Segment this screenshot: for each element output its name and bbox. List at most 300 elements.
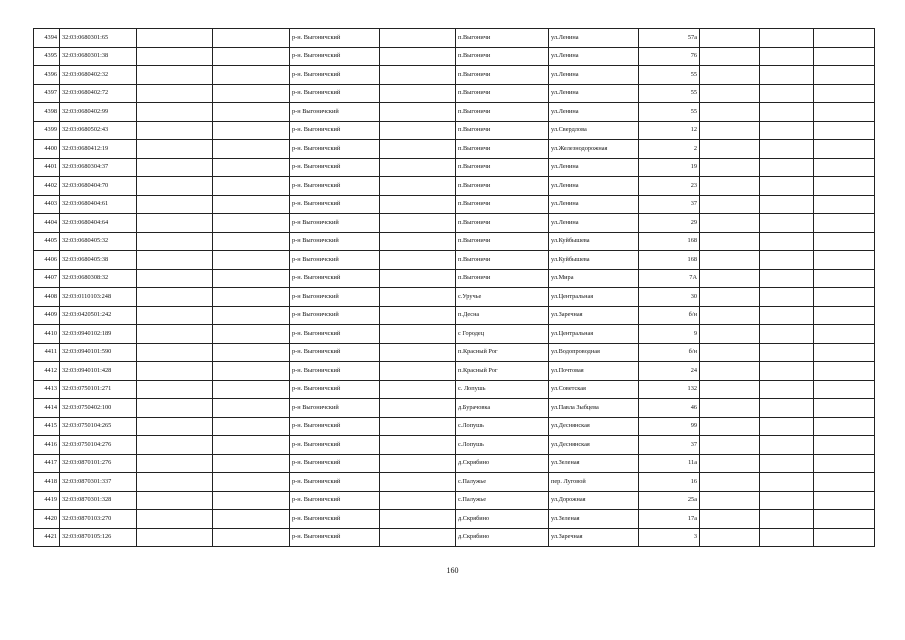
house-number-cell: 99 [639,417,700,436]
empty-cell [380,436,456,455]
street-cell: ул.Центральная [549,288,639,307]
empty-cell [213,269,290,288]
row-number-cell: 4404 [34,214,60,233]
empty-cell [213,121,290,140]
empty-cell [380,380,456,399]
empty-cell [814,510,875,529]
empty-cell [137,454,213,473]
row-number-cell: 4420 [34,510,60,529]
empty-cell [137,195,213,214]
empty-cell [814,140,875,159]
district-cell: р-н. Выгоничский [290,454,380,473]
empty-cell [213,325,290,344]
empty-cell [213,47,290,66]
empty-cell [213,29,290,48]
empty-cell [380,195,456,214]
row-number-cell: 4396 [34,66,60,85]
table-row [34,454,875,473]
empty-cell [814,454,875,473]
street-cell: ул.Деснянская [549,436,639,455]
empty-cell [213,306,290,325]
house-number-cell: 12 [639,121,700,140]
district-cell: р-н. Выгоничский [290,195,380,214]
cadastral-number-cell: 32:03:0680405:38 [60,251,137,270]
street-cell: ул.Заречная [549,528,639,547]
house-number-cell: 37 [639,195,700,214]
empty-cell [137,140,213,159]
cadastral-number-cell: 32:03:0940102:189 [60,325,137,344]
empty-cell [213,84,290,103]
street-cell: ул.Дорожная [549,491,639,510]
row-number-cell: 4416 [34,436,60,455]
empty-cell [213,103,290,122]
house-number-cell: 132 [639,380,700,399]
row-number-cell: 4418 [34,473,60,492]
empty-cell [760,325,814,344]
settlement-cell: с.Лопушь [456,417,549,436]
empty-cell [814,325,875,344]
empty-cell [137,177,213,196]
empty-cell [213,510,290,529]
street-cell: ул.Куйбышева [549,251,639,270]
settlement-cell: п.Выгоничи [456,251,549,270]
empty-cell [213,473,290,492]
page-number: 160 [446,566,459,575]
district-cell: р-н Выгоничский [290,214,380,233]
empty-cell [760,232,814,251]
empty-cell [760,454,814,473]
street-cell: ул.Зеленая [549,454,639,473]
empty-cell [137,232,213,251]
street-cell: ул.Ленина [549,214,639,233]
district-cell: р-н. Выгоничский [290,47,380,66]
street-cell: пер. Луговой [549,473,639,492]
table-row [34,232,875,251]
cadastral-number-cell: 32:03:0870301:328 [60,491,137,510]
street-cell: ул.Железнодорожная [549,140,639,159]
registry-table-body [34,29,875,547]
empty-cell [814,29,875,48]
house-number-cell: 25а [639,491,700,510]
empty-cell [814,103,875,122]
empty-cell [700,251,760,270]
table-row [34,66,875,85]
empty-cell [213,140,290,159]
row-number-cell: 4408 [34,288,60,307]
empty-cell [814,362,875,381]
empty-cell [700,473,760,492]
empty-cell [700,399,760,418]
house-number-cell: 76 [639,47,700,66]
table-row [34,399,875,418]
empty-cell [380,177,456,196]
empty-cell [380,362,456,381]
street-cell: ул.Центральная [549,325,639,344]
empty-cell [213,436,290,455]
registry-sheet [33,28,874,543]
district-cell: р-н Выгоничский [290,103,380,122]
property-registry-table [33,28,875,547]
empty-cell [137,325,213,344]
empty-cell [700,436,760,455]
empty-cell [814,399,875,418]
row-number-cell: 4417 [34,454,60,473]
settlement-cell: п.Красный Рог [456,343,549,362]
empty-cell [814,343,875,362]
district-cell: р-н. Выгоничский [290,436,380,455]
cadastral-number-cell: 32:03:0680404:61 [60,195,137,214]
settlement-cell: с. Лопушь [456,380,549,399]
district-cell: р-н. Выгоничский [290,269,380,288]
empty-cell [814,232,875,251]
empty-cell [814,66,875,85]
empty-cell [213,232,290,251]
empty-cell [700,269,760,288]
empty-cell [814,47,875,66]
settlement-cell: п.Выгоничи [456,47,549,66]
empty-cell [137,214,213,233]
empty-cell [380,288,456,307]
empty-cell [380,232,456,251]
table-row [34,269,875,288]
settlement-cell: п.Выгоничи [456,232,549,251]
house-number-cell: б/н [639,343,700,362]
empty-cell [760,195,814,214]
table-row [34,29,875,48]
empty-cell [760,473,814,492]
empty-cell [760,269,814,288]
cadastral-number-cell: 32:03:0680502:43 [60,121,137,140]
empty-cell [213,158,290,177]
cadastral-number-cell: 32:03:0750101:271 [60,380,137,399]
empty-cell [814,84,875,103]
empty-cell [137,251,213,270]
district-cell: р-н. Выгоничский [290,417,380,436]
empty-cell [137,47,213,66]
empty-cell [700,177,760,196]
house-number-cell: 19 [639,158,700,177]
empty-cell [760,491,814,510]
empty-cell [700,84,760,103]
empty-cell [213,251,290,270]
empty-cell [814,195,875,214]
house-number-cell: б/н [639,306,700,325]
house-number-cell: 16 [639,473,700,492]
empty-cell [814,269,875,288]
table-row [34,436,875,455]
empty-cell [700,66,760,85]
empty-cell [213,399,290,418]
empty-cell [760,66,814,85]
empty-cell [760,288,814,307]
empty-cell [380,528,456,547]
empty-cell [700,491,760,510]
empty-cell [213,491,290,510]
cadastral-number-cell: 32:03:0680412:19 [60,140,137,159]
street-cell: ул.Водопроводная [549,343,639,362]
settlement-cell: д.Бурачовка [456,399,549,418]
house-number-cell: 168 [639,232,700,251]
empty-cell [213,343,290,362]
street-cell: ул.Деснянская [549,417,639,436]
empty-cell [380,158,456,177]
street-cell: ул.Свердлова [549,121,639,140]
row-number-cell: 4401 [34,158,60,177]
empty-cell [380,84,456,103]
settlement-cell: п.Выгоничи [456,66,549,85]
settlement-cell: д.Скрябино [456,528,549,547]
cadastral-number-cell: 32:03:0750402:100 [60,399,137,418]
empty-cell [380,473,456,492]
table-row [34,177,875,196]
street-cell: ул.Ленина [549,177,639,196]
settlement-cell: п.Выгоничи [456,269,549,288]
empty-cell [760,362,814,381]
district-cell: р-н Выгоничский [290,232,380,251]
empty-cell [700,29,760,48]
row-number-cell: 4407 [34,269,60,288]
empty-cell [760,399,814,418]
empty-cell [213,454,290,473]
house-number-cell: 24 [639,362,700,381]
cadastral-number-cell: 32:03:0680308:32 [60,269,137,288]
empty-cell [213,66,290,85]
district-cell: р-н. Выгоничский [290,510,380,529]
table-row [34,47,875,66]
row-number-cell: 4397 [34,84,60,103]
street-cell: ул.Зеленая [549,510,639,529]
cadastral-number-cell: 32:03:0420501:242 [60,306,137,325]
table-row [34,528,875,547]
table-row [34,343,875,362]
house-number-cell: 9 [639,325,700,344]
house-number-cell: 23 [639,177,700,196]
settlement-cell: п.Выгоничи [456,214,549,233]
empty-cell [700,306,760,325]
cadastral-number-cell: 32:03:0680402:99 [60,103,137,122]
table-row [34,325,875,344]
row-number-cell: 4414 [34,399,60,418]
empty-cell [814,528,875,547]
settlement-cell: п.Выгоничи [456,195,549,214]
table-row [34,214,875,233]
empty-cell [814,158,875,177]
empty-cell [380,454,456,473]
cadastral-number-cell: 32:03:0940101:428 [60,362,137,381]
empty-cell [380,510,456,529]
empty-cell [700,343,760,362]
table-row [34,288,875,307]
street-cell: ул.Ленина [549,158,639,177]
house-number-cell: 55 [639,103,700,122]
table-row [34,158,875,177]
street-cell: ул.Ленина [549,29,639,48]
settlement-cell: п.Десна [456,306,549,325]
empty-cell [814,436,875,455]
empty-cell [137,306,213,325]
cadastral-number-cell: 32:03:0870101:276 [60,454,137,473]
district-cell: р-н Выгоничский [290,306,380,325]
empty-cell [380,66,456,85]
empty-cell [760,121,814,140]
cadastral-number-cell: 32:03:0680304:37 [60,158,137,177]
empty-cell [700,103,760,122]
empty-cell [760,158,814,177]
empty-cell [700,417,760,436]
settlement-cell: п.Выгоничи [456,140,549,159]
district-cell: р-н. Выгоничский [290,84,380,103]
row-number-cell: 4403 [34,195,60,214]
empty-cell [137,121,213,140]
empty-cell [760,177,814,196]
settlement-cell: с.Уручье [456,288,549,307]
settlement-cell: с.Палужье [456,473,549,492]
empty-cell [137,417,213,436]
street-cell: ул.Павла Зыбцева [549,399,639,418]
district-cell: р-н. Выгоничский [290,66,380,85]
empty-cell [700,195,760,214]
empty-cell [380,417,456,436]
district-cell: р-н Выгоничский [290,251,380,270]
empty-cell [814,491,875,510]
cadastral-number-cell: 32:03:0870301:337 [60,473,137,492]
empty-cell [213,214,290,233]
empty-cell [700,140,760,159]
settlement-cell: д.Скрябино [456,454,549,473]
table-row [34,103,875,122]
district-cell: р-н. Выгоничский [290,29,380,48]
settlement-cell: п.Выгоничи [456,121,549,140]
cadastral-number-cell: 32:03:0750104:276 [60,436,137,455]
district-cell: р-н. Выгоничский [290,528,380,547]
district-cell: р-н. Выгоничский [290,473,380,492]
empty-cell [380,29,456,48]
empty-cell [380,103,456,122]
empty-cell [137,510,213,529]
empty-cell [700,121,760,140]
empty-cell [213,177,290,196]
empty-cell [137,473,213,492]
house-number-cell: 17а [639,510,700,529]
empty-cell [137,103,213,122]
cadastral-number-cell: 32:03:0680404:64 [60,214,137,233]
empty-cell [137,158,213,177]
house-number-cell: 3 [639,528,700,547]
empty-cell [700,528,760,547]
table-row [34,195,875,214]
empty-cell [137,362,213,381]
empty-cell [814,214,875,233]
empty-cell [380,325,456,344]
street-cell: ул.Ленина [549,66,639,85]
empty-cell [213,288,290,307]
empty-cell [760,140,814,159]
empty-cell [760,343,814,362]
settlement-cell: п.Красный Рог [456,362,549,381]
cadastral-number-cell: 32:03:0870103:270 [60,510,137,529]
street-cell: ул.Заречная [549,306,639,325]
table-row [34,473,875,492]
row-number-cell: 4395 [34,47,60,66]
settlement-cell: д.Скрябино [456,510,549,529]
empty-cell [137,269,213,288]
house-number-cell: 29 [639,214,700,233]
row-number-cell: 4419 [34,491,60,510]
row-number-cell: 4400 [34,140,60,159]
settlement-cell: п.Выгоничи [456,84,549,103]
empty-cell [213,380,290,399]
district-cell: р-н. Выгоничский [290,177,380,196]
empty-cell [137,343,213,362]
empty-cell [760,380,814,399]
house-number-cell: 57а [639,29,700,48]
empty-cell [760,47,814,66]
district-cell: р-н. Выгоничский [290,158,380,177]
empty-cell [700,232,760,251]
empty-cell [380,269,456,288]
street-cell: ул.Советская [549,380,639,399]
empty-cell [814,380,875,399]
cadastral-number-cell: 32:03:0750104:265 [60,417,137,436]
empty-cell [380,306,456,325]
house-number-cell: 46 [639,399,700,418]
house-number-cell: 2 [639,140,700,159]
district-cell: р-н. Выгоничский [290,121,380,140]
cadastral-number-cell: 32:03:0680405:32 [60,232,137,251]
district-cell: р-н. Выгоничский [290,325,380,344]
row-number-cell: 4410 [34,325,60,344]
street-cell: ул.Ленина [549,47,639,66]
empty-cell [814,121,875,140]
empty-cell [700,214,760,233]
empty-cell [760,214,814,233]
cadastral-number-cell: 32:03:0870105:126 [60,528,137,547]
cadastral-number-cell: 32:03:0680301:65 [60,29,137,48]
district-cell: р-н Выгоничский [290,288,380,307]
empty-cell [137,380,213,399]
empty-cell [700,158,760,177]
cadastral-number-cell: 32:03:0680402:32 [60,66,137,85]
table-row [34,491,875,510]
street-cell: ул.Ленина [549,195,639,214]
settlement-cell: с.Лопушь [456,436,549,455]
empty-cell [700,362,760,381]
settlement-cell: п.Выгоничи [456,103,549,122]
district-cell: р-н. Выгоничский [290,362,380,381]
row-number-cell: 4398 [34,103,60,122]
empty-cell [137,84,213,103]
empty-cell [213,528,290,547]
empty-cell [380,343,456,362]
cadastral-number-cell: 32:03:0110103:248 [60,288,137,307]
empty-cell [760,251,814,270]
row-number-cell: 4402 [34,177,60,196]
empty-cell [380,399,456,418]
empty-cell [814,177,875,196]
empty-cell [760,306,814,325]
district-cell: р-н. Выгоничский [290,140,380,159]
house-number-cell: 30 [639,288,700,307]
empty-cell [814,306,875,325]
empty-cell [814,473,875,492]
empty-cell [814,417,875,436]
empty-cell [380,251,456,270]
table-row [34,362,875,381]
cadastral-number-cell: 32:03:0940101:590 [60,343,137,362]
empty-cell [700,325,760,344]
district-cell: р-н. Выгоничский [290,491,380,510]
empty-cell [760,84,814,103]
